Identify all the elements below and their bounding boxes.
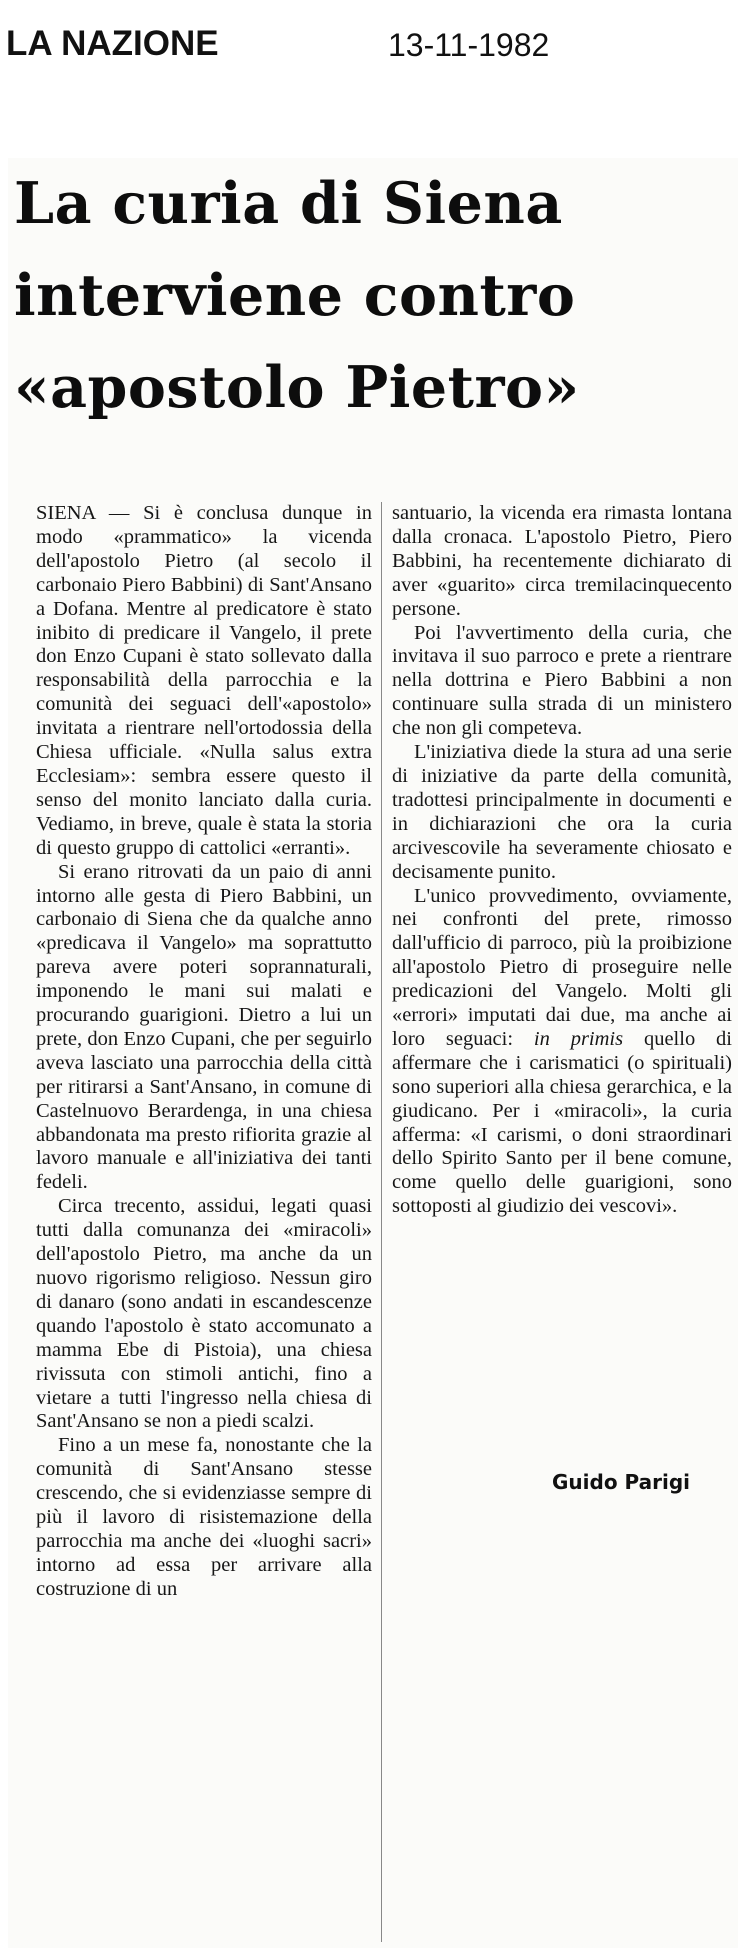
paragraph-text: quello di affermare che i carismatici (o spirituali) sono superiori alla chiesa gerarchica, e la giudicano. Per i «miracoli», la curia afferma: «I carismi, o doni straordinari dello Spirito Santo per il bene comune, come quello delle guarigioni, sono sottoposti al giudizio dei vescovi». [392,1027,732,1218]
paragraph: L'iniziativa diede la stura ad una serie di iniziative da parte della comunità, tradottesi principalmente in documenti e in dichiarazioni che ora la curia arcivescovile ha severamente chiosato e decisamente punito. [392,741,732,883]
headline-line-3: «apostolo Pietro» [14,354,580,421]
headline-line-2: interviene contro [14,262,576,329]
clipping-header [0,0,750,80]
headline-line-1: La curia di Siena [14,170,563,237]
paragraph: santuario, la vicenda era rimasta lontana dalla cronaca. L'apostolo Pietro, Piero Babbini, ha recentemente dichiarato di aver «guarito» circa tremilacinquecento persone. [392,502,732,620]
paragraph: Poi l'avvertimento della curia, che invitava il suo parroco e prete a rientrare nella dottrina e Piero Babbini a non continuare sulla strada di un ministero che non gli competeva. [392,621,732,740]
paragraph-text: L'unico provvedimento, ovviamente, nei confronti del prete, rimosso dall'ufficio di parroco, più la proibizione all'apostolo Pietro di proseguire nelle predicazioni del Vangelo. Molti gli «errori» imputati dai due, ma anche ai loro seguaci: [392,884,732,1050]
paragraph: SIENA — Si è conclusa dunque in modo «prammatico» la vicenda dell'apostolo Pietro (al secolo il carbonaio Piero Babbini) di Sant'Ansano a Dofana. Mentre al predicatore è stato inibito di predicare il Vangelo, il prete don Enzo Cupani è stato sollevato dalla responsabilità della parrocchia e la comunità dei seguaci dell'«apostolo» invitata a rientrare nell'ortodossia della Chiesa ufficiale. «Nulla salus extra Ecclesiam»: sembra essere questo il senso del monito lanciato dalla curia. Vediamo, in breve, quale è stata la storia di questo gruppo di cattolici «erranti». [36,502,372,859]
paragraph [392,885,732,1220]
newspaper-name: LA NAZIONE [6,24,219,63]
column-divider [381,502,382,1942]
article-column-right [392,502,732,1219]
italic-phrase: in primis [533,1027,624,1050]
article-headline [14,158,734,434]
paragraph: Circa trecento, assidui, legati quasi tutti dalla comunanza dei «miracoli» dell'apostolo Pietro, ma anche da un nuovo rigorismo religioso. Nessun giro di danaro (sono andati in escandescenze quando l'apostolo è stato accomunato a mamma Ebe di Pistoia), una chiesa rivissuta con stimoli antichi, fino a vietare a tutti l'ingresso nella chiesa di Sant'Ansano se non a piedi scalzi. [36,1195,372,1433]
article-column-left [36,502,372,1602]
publication-date: 13-11-1982 [388,27,550,63]
paragraph: Fino a un mese fa, nonostante che la comunità di Sant'Ansano stesse crescendo, che si evidenziasse sempre di più il lavoro di risistemazione della parrocchia ma anche dei «luoghi sacri» intorno ad essa per arrivare alla costruzione di un [36,1434,372,1600]
paragraph: Si erano ritrovati da un paio di anni intorno alle gesta di Piero Babbini, un carbonaio di Siena che da qualche anno «predicava il Vangelo» ma soprattutto pareva avere poteri soprannaturali, imponendo le mani sui malati e procurando guarigioni. Dietro a lui un prete, don Enzo Cupani, che per seguirlo aveva lasciato una parrocchia della città per ritirarsi a Sant'Ansano, in comune di Castelnuovo Berardenga, in una chiesa abbandonata ma presto rifiorita grazie al lavoro manuale e all'iniziativa dei tanti fedeli. [36,860,372,1194]
author-byline: Guido Parigi [552,1470,691,1494]
